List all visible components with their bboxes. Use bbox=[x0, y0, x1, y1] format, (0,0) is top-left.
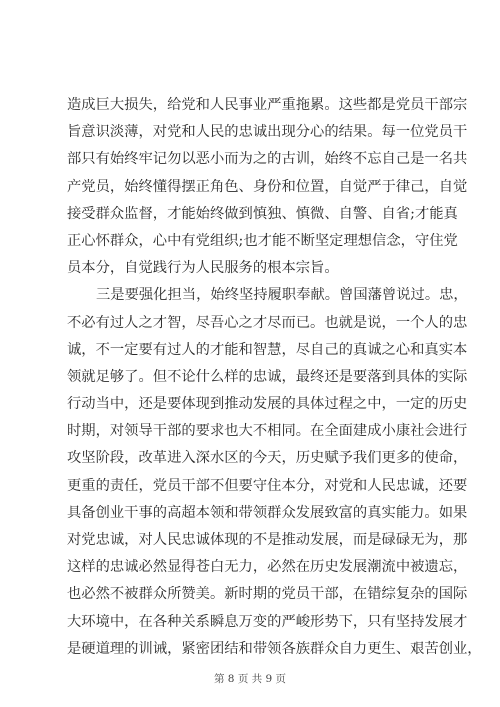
text-line: 是硬道理的训诫，紧密团结和带领各族群众自力更生、艰苦创业， bbox=[67, 640, 482, 657]
text-line: 更重的责任，党员干部不但要守住本分，对党和人民忠诚，还要 bbox=[67, 477, 468, 494]
text-line: 大环境中，在各种关系瞬息万变的严峻形势下，只有坚持发展才 bbox=[67, 613, 468, 630]
page-footer: 第 8 页 共 9 页 bbox=[213, 673, 287, 685]
text-line: 接受群众监督，才能始终做到慎独、慎微、自警、自省;才能真 bbox=[67, 205, 458, 222]
text-line: 诚，不一定要有过人的才能和智慧，尽自己的真诚之心和真实本 bbox=[67, 341, 468, 358]
text-line: 造成巨大损失，给党和人民事业严重拖累。这些都是党员干部宗 bbox=[67, 97, 468, 113]
text-line: 部只有始终牢记勿以恶小而为之的古训，始终不忘自己是一名共 bbox=[67, 151, 468, 168]
text-line: 对党忠诚，对人民忠诚体现的不是推动发展，而是碌碌无为，那 bbox=[67, 532, 468, 548]
text-line: 具备创业干事的高超本领和带领群众发展致富的真实能力。如果 bbox=[67, 504, 468, 521]
text-line: 领就足够了。但不论什么样的忠诚，最终还是要落到具体的实际 bbox=[67, 368, 468, 385]
text-line: 员本分，自觉践行为人民服务的根本宗旨。 bbox=[67, 260, 339, 277]
paragraph bbox=[67, 92, 468, 282]
paragraph bbox=[67, 282, 482, 663]
text-line: 正心怀群众，心中有党组织;也才能不断坚定理想信念，守住党 bbox=[67, 232, 458, 249]
text-line: 不必有过人之才智，尽吾心之才尽而已。也就是说，一个人的忠 bbox=[67, 314, 468, 331]
text-line: 这样的忠诚必然显得苍白无力，必然在历史发展潮流中被遗忘， bbox=[67, 559, 468, 576]
text-line: 时期，对领导干部的要求也大不相同。在全面建成小康社会进行 bbox=[67, 423, 468, 440]
text-line: 产党员，始终懂得摆正角色、身份和位置，自觉严于律己，自觉 bbox=[67, 178, 468, 195]
text-line: 旨意识淡薄，对党和人民的忠诚出现分心的结果。每一位党员干 bbox=[67, 124, 468, 141]
body-text bbox=[67, 92, 482, 663]
text-line: 也必然不被群众所赞美。新时期的党员干部，在错综复杂的国际 bbox=[67, 586, 468, 603]
text-line: 攻坚阶段，改革进入深水区的今天，历史赋予我们更多的使命， bbox=[67, 450, 468, 467]
text-line: 三是要强化担当，始终坚持履职奉献。曾国藩曾说过。忠， bbox=[96, 287, 468, 304]
text-line: 行动当中，还是要体现到推动发展的具体过程之中，一定的历史 bbox=[67, 396, 468, 413]
